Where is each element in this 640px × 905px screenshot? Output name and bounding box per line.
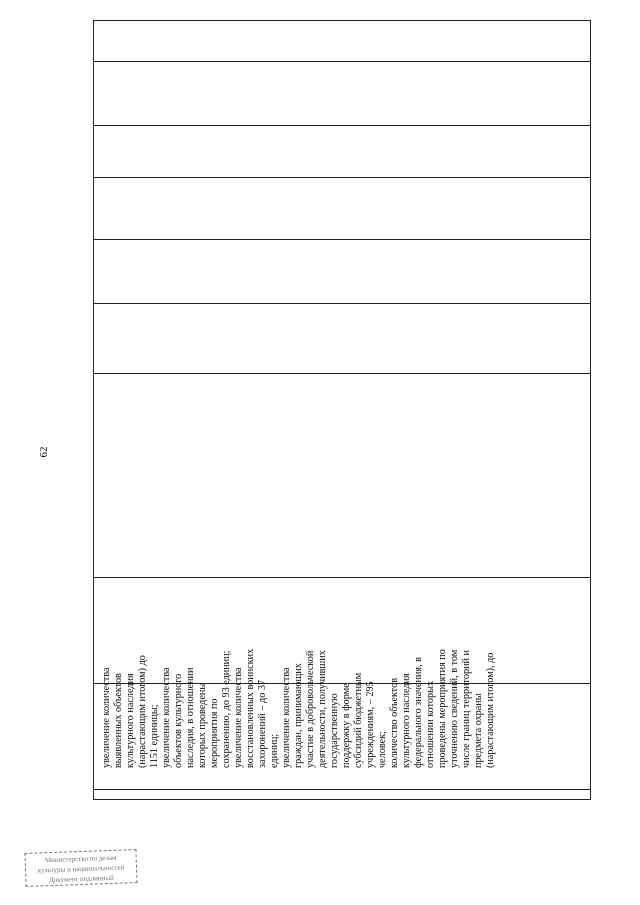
row-divider (94, 61, 590, 62)
cell-line: отношении которых (425, 680, 436, 768)
cell-line: наследия, в отношении (185, 667, 196, 768)
cell-line: культурного наследия (125, 673, 136, 768)
cell-line: увеличение количества (281, 667, 292, 768)
stamp-line: культуры и национальностей (37, 863, 125, 875)
cell-line: восстановленных воинских (245, 648, 256, 768)
target-indicators-text (101, 570, 497, 768)
cell-line: федерального значения, в (413, 657, 424, 768)
cell-line: 1151 единицы; (149, 704, 160, 768)
cell-line: предмета охраны (473, 693, 484, 768)
cell-line: числе границ территорий и (461, 650, 472, 768)
cell-line: увеличение количества (233, 667, 244, 768)
cell-line: учреждениям, – 295 (365, 681, 376, 768)
cell-line: субсидий бюджетным (353, 672, 364, 768)
cell-line: увеличение количества (101, 667, 112, 768)
cell-line: увеличение количества (161, 667, 172, 768)
row-divider (94, 789, 590, 790)
cell-line: мероприятия по (209, 698, 220, 768)
row-divider (94, 125, 590, 126)
row-divider (94, 303, 590, 304)
cell-line: поддержку в форме (341, 683, 352, 768)
cell-line: деятельности, получивших (317, 650, 328, 768)
cell-line: (нарастающим итогом), до (485, 652, 496, 768)
page-number: 62 (38, 446, 50, 458)
stamp-line: Документ подлинный (48, 873, 114, 885)
cell-line: захоронений – до 37 (257, 679, 268, 768)
cell-line: объектов культурного (173, 673, 184, 768)
cell-line: единиц; (269, 733, 280, 768)
stamp-line: Министерство по делам (44, 853, 117, 865)
cell-line: (нарастающим итогом) до (137, 655, 148, 768)
target-indicators-cell (101, 570, 581, 768)
cell-line: культурного наследия (401, 673, 412, 768)
row-divider (94, 239, 590, 240)
cell-line: сохранению, до 93 единиц; (221, 650, 232, 768)
row-divider (94, 373, 590, 374)
cell-line: человек; (377, 731, 388, 768)
cell-line: которых проведены (197, 682, 208, 768)
approval-stamp (24, 849, 137, 887)
cell-line: участие в добровольческой (305, 650, 316, 768)
cell-line: количество объектов (389, 677, 400, 768)
cell-line: выявленных объектов (113, 673, 124, 768)
cell-line: граждан, принимающих (293, 663, 304, 768)
cell-line: уточнению сведений, в том (449, 649, 460, 768)
cell-line: проведены мероприятия по (437, 649, 448, 768)
row-divider (94, 177, 590, 178)
cell-line: государственную (329, 693, 340, 768)
